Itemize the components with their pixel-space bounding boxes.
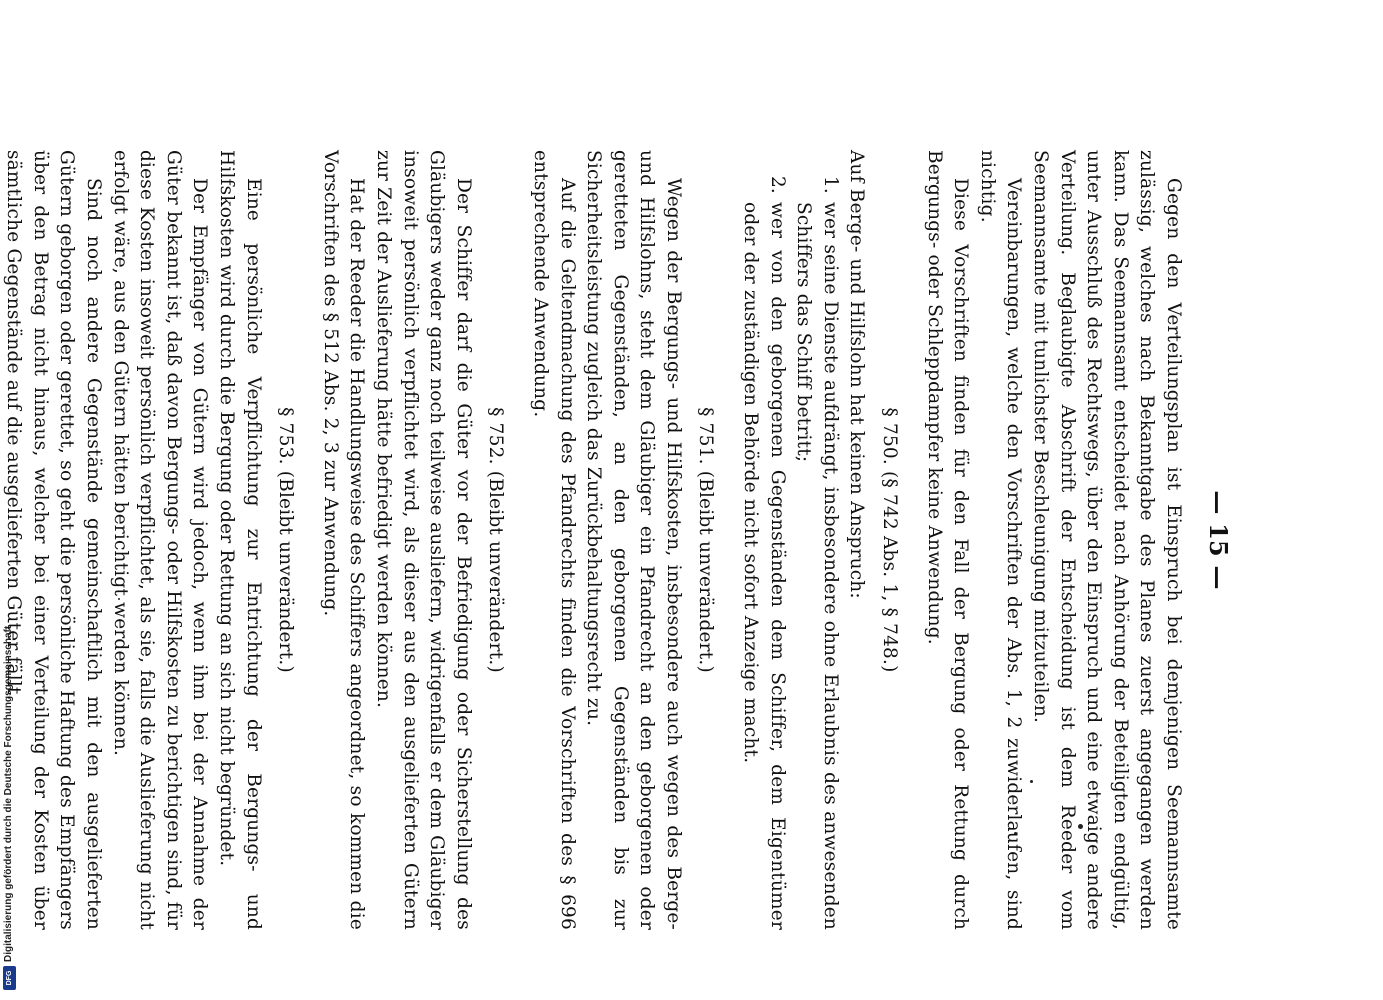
list-item-number: 1.	[819, 175, 841, 194]
list-item-number: 2.	[766, 175, 788, 194]
digitization-credit-text: Digitalisierung gefördert durch die Deutsche Forschungsgemeinschaft -	[3, 619, 14, 962]
list-item-text: wer seine Dienste aufdrängt, insbesondere ohne Erlaubnis des anwesenden Schiffers das Schiff betritt;	[793, 202, 841, 930]
section-752-paragraph: Hat der Reeder die Handlungsweise des Schiffers angeordnet, so kommen die Vorschriften des § 512 Abs. 2, 3 zur Anwendung.	[319, 150, 368, 930]
section-752-paragraph: Der Schiffer darf die Güter vor der Befriedigung oder Sicherstellung des Gläubigers weder ganz noch teilweise ausliefern, widrigenfalls er dem Gläubiger insoweit persönlich verpflichtet wird, als dieser aus den ausgelieferten Gütern zur Zeit der Auslieferung hätte befriedigt werden können.	[372, 150, 474, 930]
section-751-paragraph: Auf die Geltendmachung des Pfandrechts finden die Vorschriften des § 696 entsprechende Anwendung.	[529, 150, 578, 930]
list-item-text: wer von den geborgenen Gegenständen dem Schiffer, dem Eigentümer oder der zuständigen Behörde nicht sofort Anzeige macht.	[740, 202, 788, 930]
dfg-logo-text: DFG	[6, 970, 13, 986]
section-753-paragraph: Eine persönliche Verpflichtung zur Entrichtung der Bergungs- und Hilfskosten wird durch die Bergung oder Rettung an sich nicht begründet.	[216, 150, 264, 930]
intro-paragraph: Vereinbarungen, welche den Vorschriften der Abs. 1, 2 zuwiderlaufen, sind nichtig.	[976, 150, 1025, 930]
page-number: — 15 —	[1204, 490, 1233, 590]
section-753-heading: § 753. (Bleibt unverändert.)	[275, 407, 297, 673]
intro-paragraph: Gegen den Verteilungsplan ist Einspruch bei demjenigen Seemannsamte zulässig, welches nach Bekanntgabe des Planes zuerst angegangen werden kann. Das Seemannsamt entscheidet nach Anhörung der Beteiligten endgültig, unter Ausschluß des Rechtswegs, über den Einspruch und eine etwaige andere Verteilung. Beglaubigte Abschrift der Entscheidung ist dem Reeder vom Seemannsamte mit tunlichster Beschleunigung mitzuteilen.	[1030, 150, 1184, 930]
section-752-heading: § 752. (Bleibt unverändert.)	[485, 407, 507, 673]
section-753-paragraph: Der Empfänger von Gütern wird jedoch, wenn ihm bei der Annahme der Güter bekannt ist, daß davon Bergungs- oder Hilfskosten zu berichtigen sind, für diese Kosten insoweit persönlich verpflichtet, als sie, falls die Auslieferung nicht erfolgt wäre, aus den Gütern hätten berichtigt werden können.	[109, 150, 211, 930]
section-750-heading: § 750. (§ 742 Abs. 1, § 748.)	[879, 407, 901, 673]
section-750-lead: Auf Berge- und Hilfslohn hat keinen Anspruch:	[846, 150, 868, 599]
section-751-paragraph: Wegen der Bergungs- und Hilfskosten, insbesondere auch wegen des Berge- und Hilfslohns, steht dem Gläubiger ein Pfandrecht an den geborgenen oder geretteten Gegenständen, an den geborgenen Gegenständen bis zur Sicherheitsleistung zugleich das Zurückbehaltungsrecht zu.	[583, 150, 684, 930]
list-item	[790, 150, 843, 930]
section-750-list	[737, 150, 843, 930]
dfg-logo	[3, 966, 16, 990]
intro-paragraph: Diese Vorschriften finden für den Fall der Bergung oder Rettung durch Bergungs- oder Schleppdampfer keine Anwendung.	[923, 150, 972, 930]
section-751-heading: § 751. (Bleibt unverändert.)	[695, 407, 717, 673]
page-body	[0, 150, 1250, 930]
list-item	[737, 150, 790, 930]
section-753-paragraph: Sind noch andere Gegenstände gemeinschaftlich mit den ausgelieferten Gütern geborgen oder gerettet, so geht die persönliche Haftung des Empfängers über den Betrag nicht hinaus, welcher bei einer Verteilung der Kosten über sämtliche Gegenstände auf die ausgelieferten Güter fällt.	[3, 150, 105, 930]
